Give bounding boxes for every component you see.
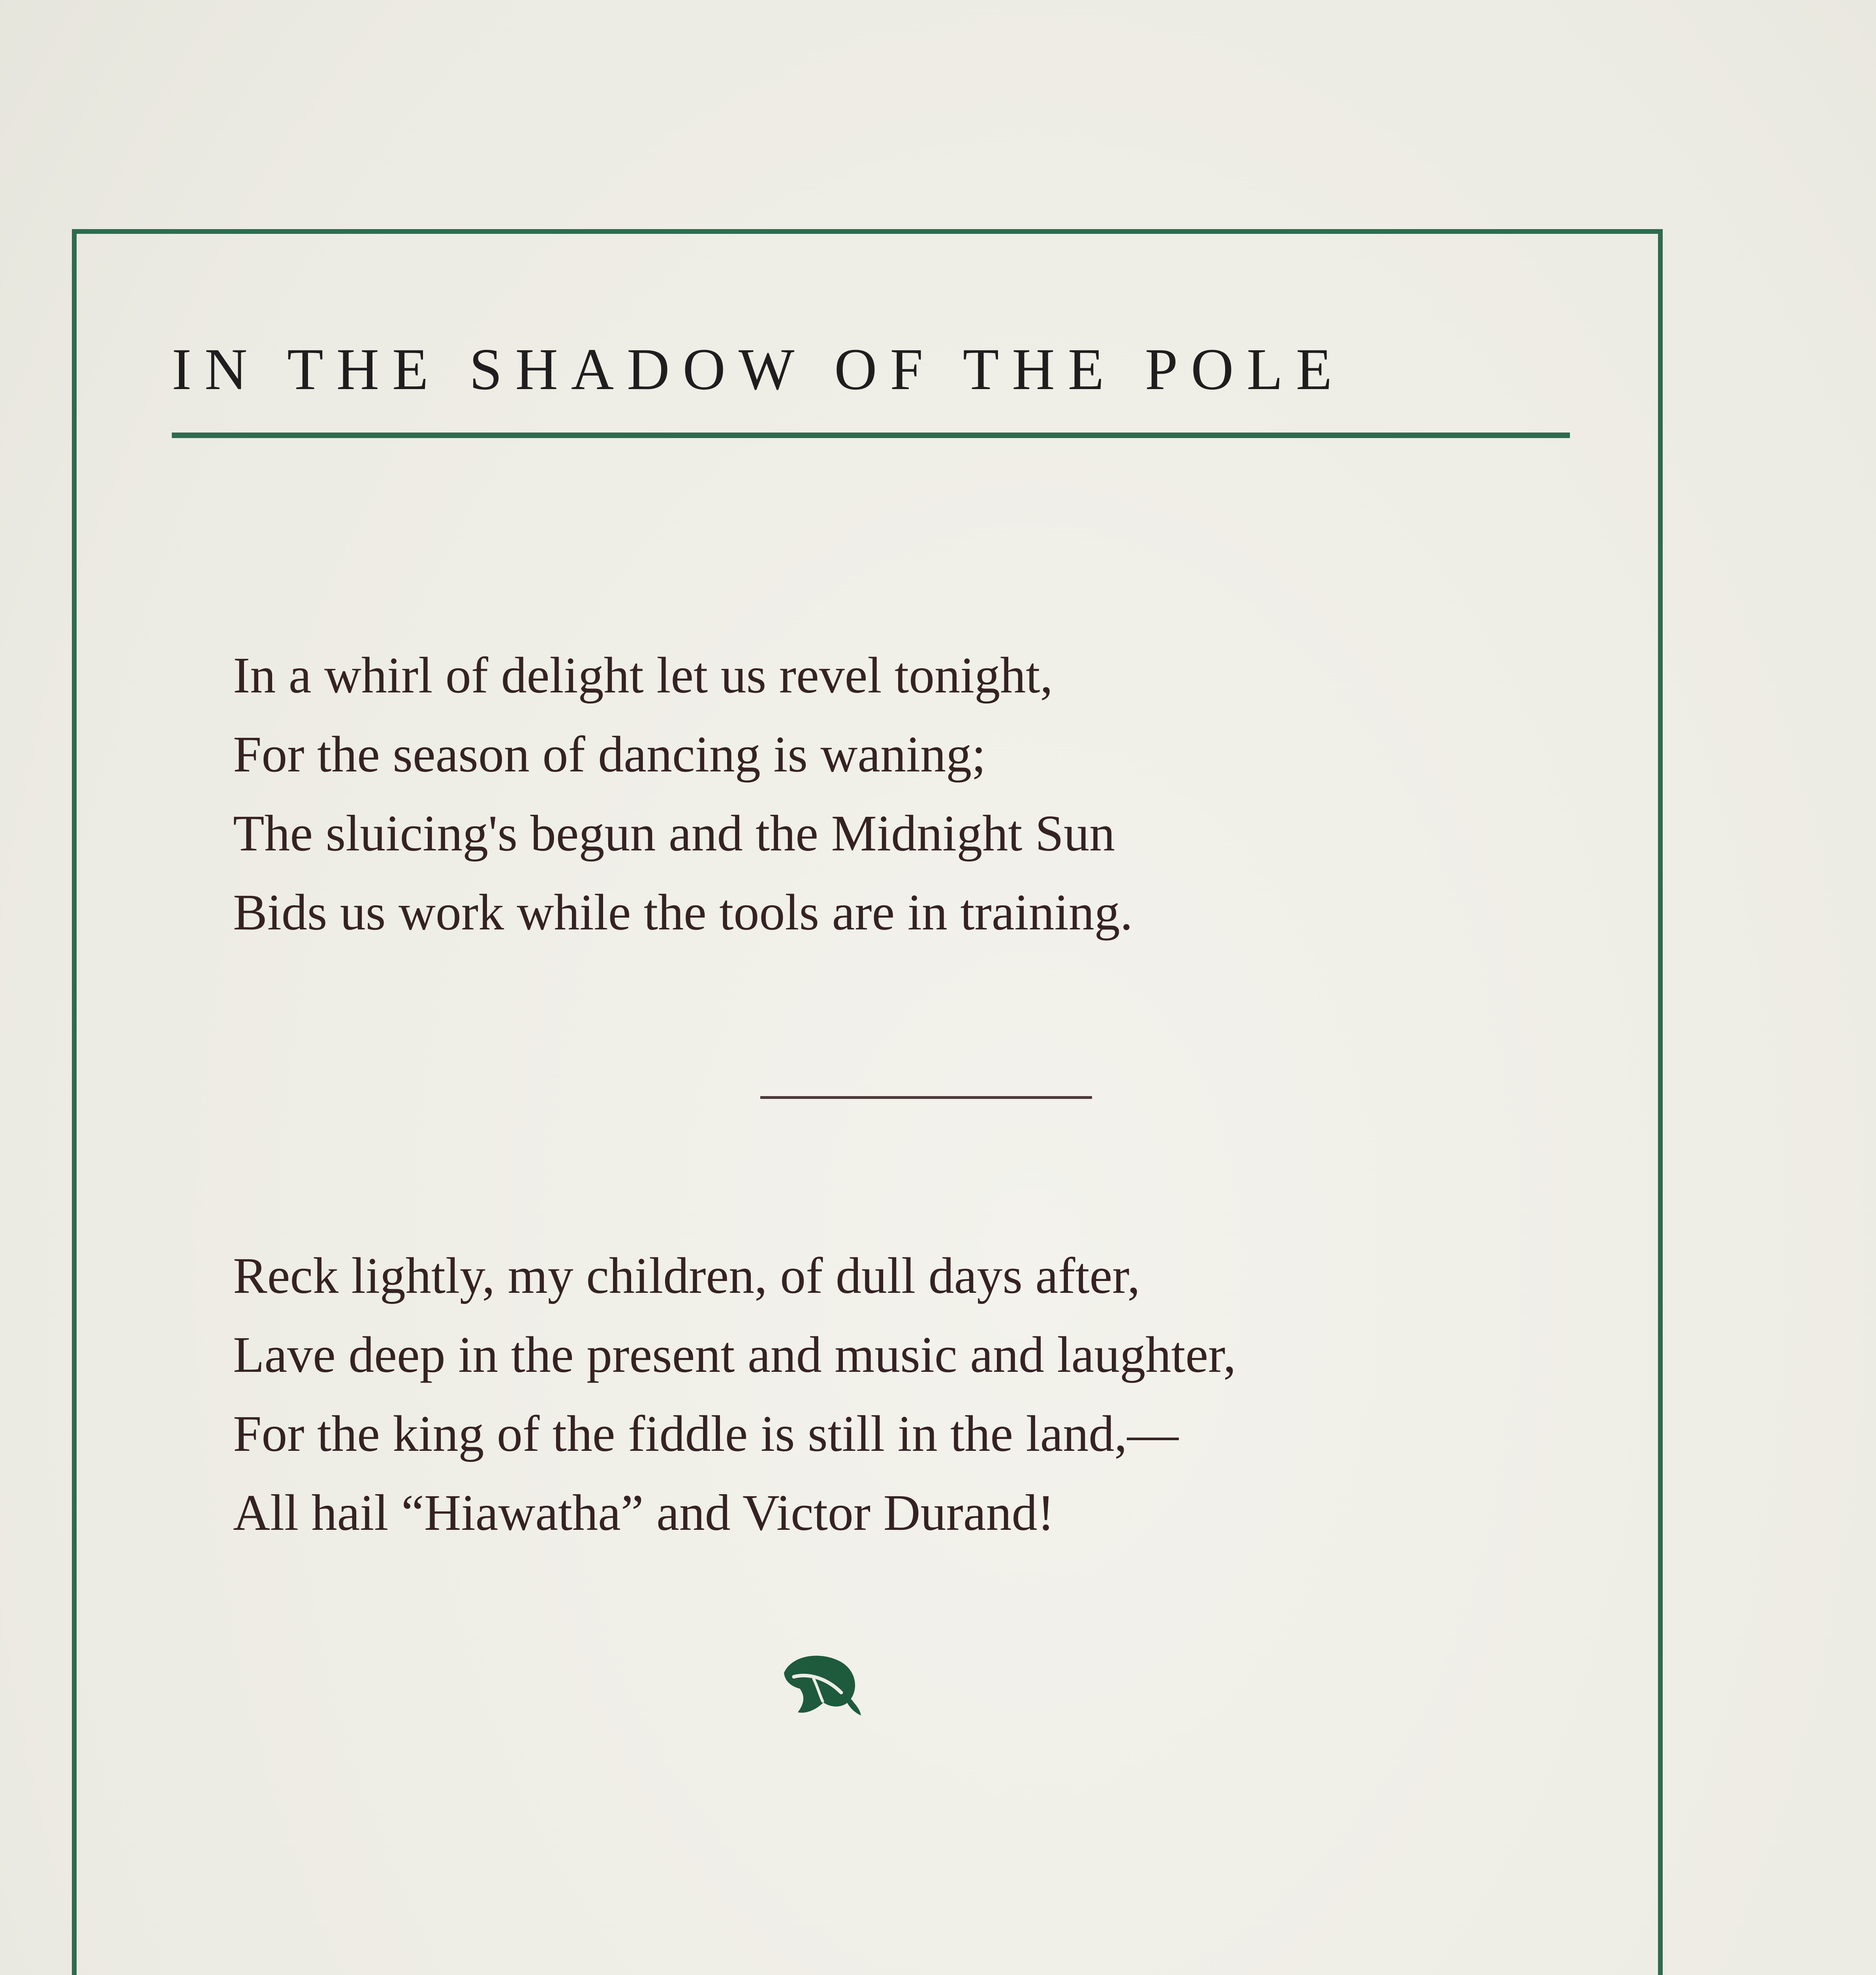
section-divider bbox=[760, 1096, 1092, 1099]
stanza-line: The sluicing's begun and the Midnight Sun bbox=[233, 805, 1115, 862]
stanza-line: Bids us work while the tools are in training. bbox=[233, 884, 1133, 941]
page-title: IN THE SHADOW OF THE POLE bbox=[172, 337, 1345, 402]
leaf-ornament-icon bbox=[776, 1649, 863, 1720]
stanza-line: For the season of dancing is waning; bbox=[233, 726, 986, 783]
stanza-1 bbox=[233, 636, 1133, 952]
stanza-line: In a whirl of delight let us revel tonight, bbox=[233, 647, 1053, 704]
stanza-line: Lave deep in the present and music and laughter, bbox=[233, 1326, 1236, 1383]
stanza-line: For the king of the fiddle is still in the land,— bbox=[233, 1405, 1179, 1462]
page-border bbox=[72, 229, 1663, 1975]
stanza-line: Reck lightly, my children, of dull days after, bbox=[233, 1247, 1140, 1304]
stanza-2 bbox=[233, 1236, 1236, 1552]
title-underline bbox=[172, 433, 1570, 438]
stanza-line: All hail “Hiawatha” and Victor Durand! bbox=[233, 1484, 1055, 1541]
